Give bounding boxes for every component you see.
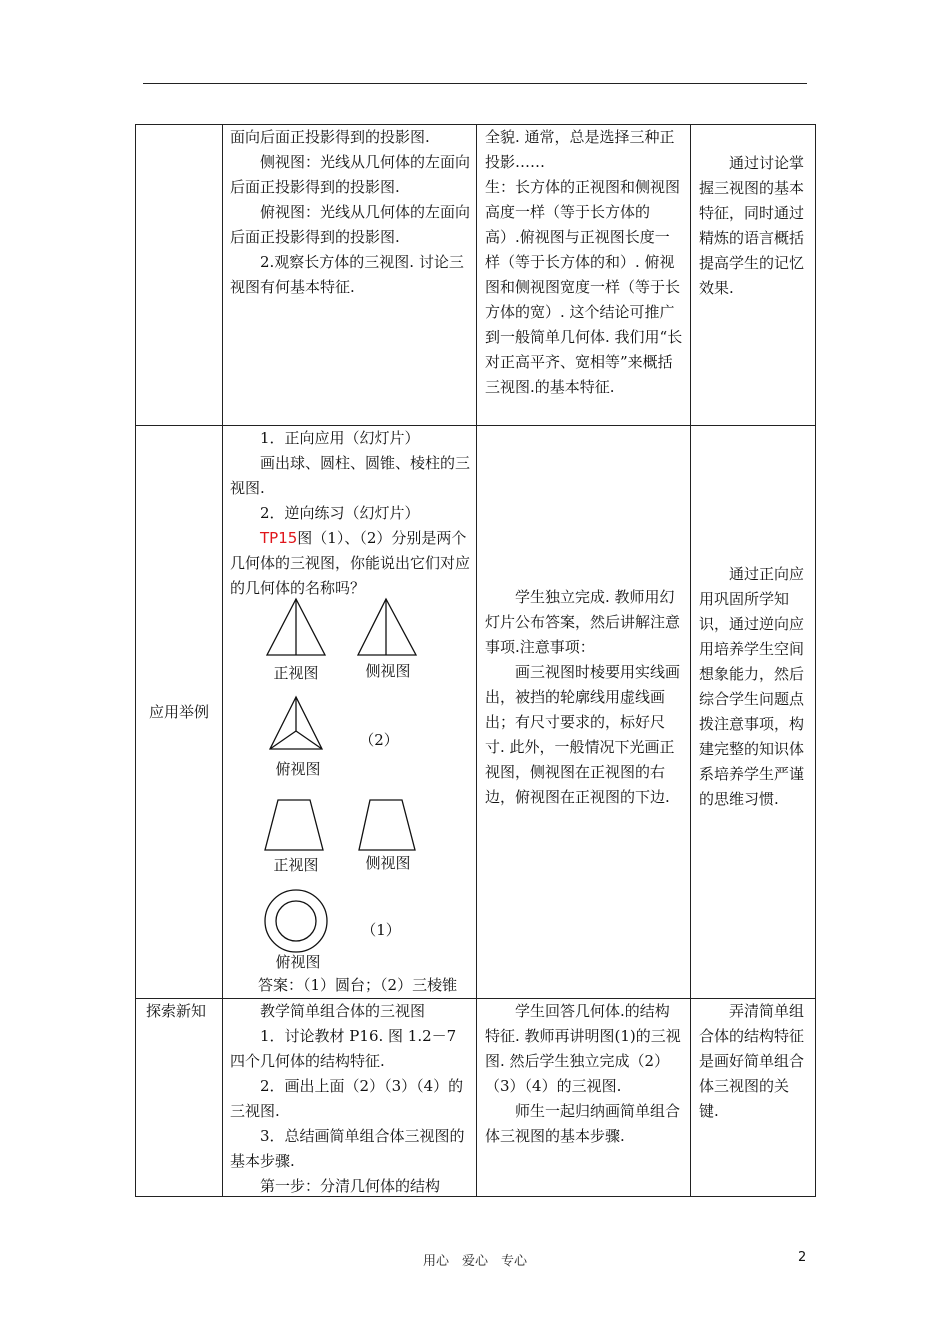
- row1-intent-text: 通过讨论掌握三视图的基本特征，同时通过精炼的语言概括提高学生的记忆效果.: [699, 154, 805, 297]
- figure2-front-label: 正视图: [273, 664, 319, 682]
- figure1-front-trapezoid: [263, 798, 325, 852]
- row3-content-line: 3．总结画简单组合体三视图的基本步骤.: [230, 1127, 465, 1170]
- figure1-side-label: 侧视图: [365, 854, 411, 872]
- row1-intent-cell: [691, 125, 816, 426]
- row1-content-line: 面向后面正投影得到的投影图.: [230, 128, 430, 146]
- figure1-side-trapezoid: [357, 798, 417, 852]
- row2-label: 应用举例: [148, 702, 209, 721]
- row2-activity-line: 画三视图时棱要用实线画出，被挡的轮廓线用虚线画出；有尺寸要求的，标好尺寸. 此外，一般情况下光画正视图，侧视图在正视图的右边，俯视图在正视图的下边.: [485, 663, 681, 806]
- figure2-front-triangle: [265, 597, 327, 657]
- figure1-front-label: 正视图: [273, 856, 319, 874]
- row2-label-cell: [136, 426, 223, 999]
- row2-content-line: 1．正向应用（幻灯片）: [260, 429, 420, 447]
- row3-activity-line: 师生一起归纳画简单组合体三视图的基本步骤.: [485, 1102, 681, 1145]
- page-footer: 用心 爱心 专心: [422, 1254, 527, 1269]
- row2-activity-cell: [477, 426, 691, 999]
- row2-intent-text: 通过正向应用巩固所学知识，通过逆向应用培养学生空间想象能力，然后综合学生问题点拨注意事项，构建完整的知识体系培养学生严谨的思维习惯.: [699, 565, 805, 808]
- row1-activity-cell: [477, 125, 691, 426]
- row3-content-line: 第一步：分清几何体的结构: [260, 1177, 441, 1195]
- page-number: 2: [798, 1250, 807, 1265]
- row2-content-line: 2．逆向练习（幻灯片）: [260, 504, 420, 522]
- row1-content-line: 侧视图：光线从几何体的左面向后面正投影得到的投影图.: [230, 153, 471, 196]
- header-rule: [143, 83, 807, 84]
- figure2-number: （2）: [359, 731, 399, 749]
- figure2-top-label: 俯视图: [275, 760, 321, 778]
- row2-content-cell: [223, 426, 477, 999]
- row2-intent-cell: [691, 426, 816, 999]
- figure2-side-triangle: [356, 597, 418, 657]
- row3-activity-cell: [477, 999, 691, 1197]
- row3-label: 探索新知: [146, 1002, 207, 1020]
- row3-activity-line: 学生回答几何体.的结构特征. 教师再讲明图(1)的三视图. 然后学生独立完成（2）（3）（4）的三视图.: [485, 1002, 681, 1095]
- row3-intent-text: 弄清简单组合体的结构特征是画好简单组合体三视图的关键.: [699, 1002, 805, 1120]
- figure1-number: （1）: [361, 921, 401, 939]
- row2-content-line: 画出球、圆柱、圆锥、棱柱的三视图.: [230, 454, 471, 497]
- row3-intent-cell: [691, 999, 816, 1197]
- row3-content-line: 2．画出上面（2）（3）（4）的三视图.: [230, 1077, 464, 1120]
- row3-content-line: 1．讨论教材 P16. 图 1.2－7 四个几何体的结构特征.: [230, 1027, 457, 1070]
- row1-activity-line: 全貌. 通常，总是选择三种正投影……: [485, 128, 675, 171]
- figure1-top-label: 俯视图: [275, 953, 321, 971]
- row1-activity-line: 生：长方体的正视图和侧视图高度一样（等于长方体的高）.俯视图与正视图长度一样（等于长方体的和）. 俯视图和侧视图宽度一样（等于长方体的宽）. 这个结论可推广到一般简单几何体. 我们用“长对正高平齐、宽相等”来概括三视图.的基本特征.: [485, 178, 683, 396]
- row3-content-cell: [223, 999, 477, 1197]
- row2-tp-question: [230, 526, 470, 601]
- tp-reference: TP15: [260, 529, 298, 547]
- figure2-side-label: 侧视图: [365, 662, 411, 680]
- row1-content-cell: [223, 125, 477, 426]
- row1-content-line: 2.观察长方体的三视图. 讨论三视图有何基本特征.: [230, 253, 464, 296]
- row2-activity-line: 学生独立完成. 教师用幻灯片公布答案，然后讲解注意事项.注意事项：: [485, 588, 681, 656]
- tp-question-text: 图（1）、（2）分别是两个几何体的三视图，你能说出它们对应的几何体的名称吗？: [230, 529, 471, 597]
- row1-label-cell: [136, 125, 223, 426]
- row3-label-cell: [136, 999, 223, 1197]
- row1-content-line: 俯视图：光线从几何体的左面向后面正投影得到的投影图.: [230, 203, 471, 246]
- figure1-top-rings: [263, 888, 329, 954]
- figure2-top-triangle: [267, 694, 325, 752]
- row2-answer: 答案：（1）圆台；（2）三棱锥: [258, 976, 458, 994]
- row3-content-line: 教学简单组合体的三视图: [260, 1002, 426, 1020]
- lesson-table: [135, 124, 816, 1197]
